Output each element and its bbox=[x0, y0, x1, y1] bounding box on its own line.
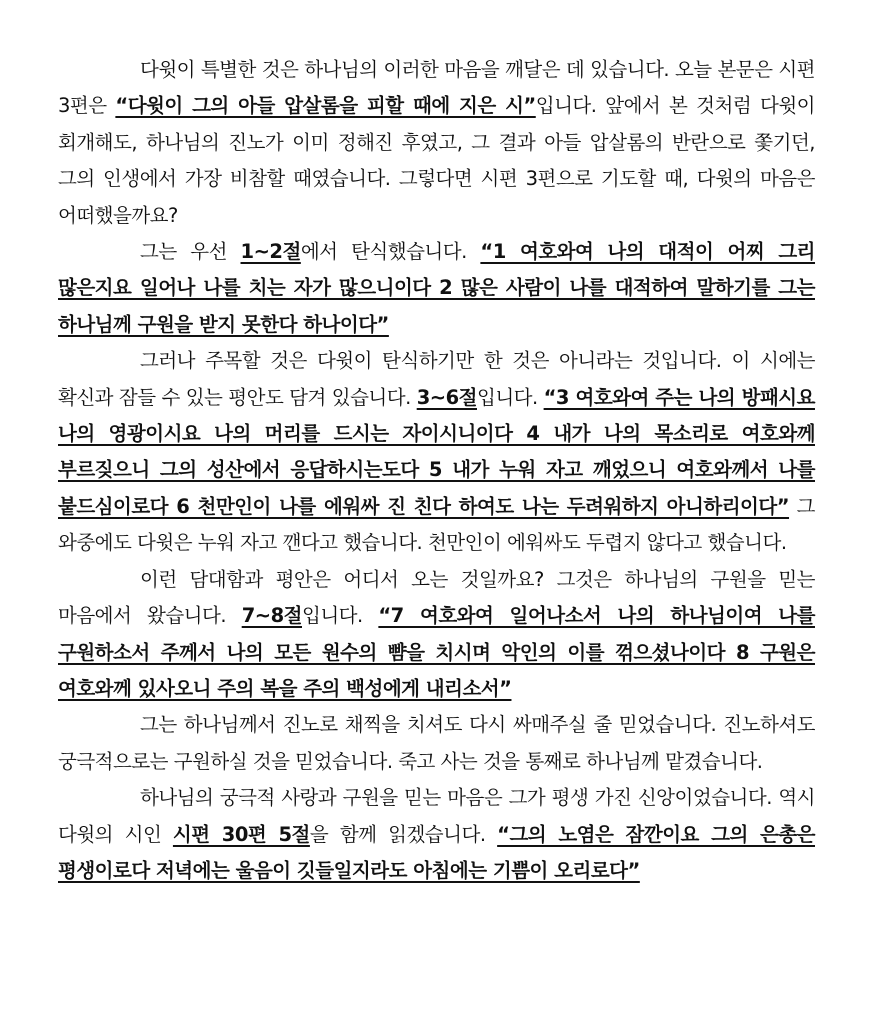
text-segment: 그는 하나님께서 진노로 채찍을 치셔도 다시 싸매주실 줄 믿었습니다. 진노하셔도 궁극적으로는 구원하실 것을 믿었습니다. 죽고 사는 것을 통째로 하나님께 맡겼습니다. bbox=[58, 713, 815, 773]
scripture-quote: “1 여호와여 나의 대적이 어찌 그리 많은지요 일어나 나를 치는 자가 많으니이다 2 많은 사람이 나를 대적하여 말하기를 그는 하나님께 구원을 받지 못한다 하나이다” bbox=[58, 240, 816, 336]
text-segment: 입니다. bbox=[302, 604, 379, 628]
text-segment: 입니다. 앞에서 본 것처럼 다윗이 회개해도, 하나님의 진노가 이미 정해진 후였고, 그 결과 아들 압살롬의 반란으로 쫓기던, 그의 인생에서 가장 비참할 때였습니다. 그렇다면 시편 3편으로 기도할 때, 다윗의 마음은 어떠했을까요? bbox=[58, 94, 815, 227]
scripture-quote: “3 여호와여 주는 나의 방패시요 나의 영광이시요 나의 머리를 드시는 자이시니이다 4 내가 나의 목소리로 여호와께 부르짖으니 그의 성산에서 응답하시는도다 5 내가 누워 자고 깨었으니 여호와께서 나를 붙드심이로다 6 천만인이 나를 에워싸 진 친다 하여도 나는 두려워하지 아니하리이다” bbox=[58, 385, 815, 518]
text-segment: 입니다. bbox=[477, 385, 544, 409]
scripture-quote: “그의 노염은 잠깐이요 그의 은총은 평생이로다 저녁에는 울음이 깃들일지라도 아침에는 기쁨이 오리로다” bbox=[58, 822, 815, 882]
verse-reference: 7~8절 bbox=[241, 604, 302, 628]
verse-reference: 시편 30편 5절 bbox=[172, 822, 310, 846]
paragraph-6 bbox=[58, 780, 815, 889]
paragraph-3 bbox=[58, 343, 815, 561]
verse-reference: 1~2절 bbox=[240, 240, 301, 264]
paragraph-1 bbox=[58, 52, 815, 234]
paragraph-5 bbox=[58, 707, 815, 780]
psalm-title-quote: “다윗이 그의 아들 압살롬을 피할 때에 지은 시” bbox=[115, 94, 536, 118]
paragraph-2 bbox=[58, 234, 815, 343]
verse-reference: 3~6절 bbox=[416, 385, 477, 409]
text-segment: 다윗이 특별한 것은 하나님의 이러한 마음을 깨달은 데 있습니다. 오늘 본문은 시편 3편은 bbox=[58, 58, 815, 118]
text-segment: 이런 담대함과 평안은 어디서 오는 것일까요? 그것은 하나님의 구원을 믿는 마음에서 왔습니다. bbox=[58, 567, 815, 628]
text-segment: 하나님의 궁극적 사랑과 구원을 믿는 마음은 그가 평생 가진 신앙이었습니다. 역시 다윗의 시인 bbox=[58, 786, 815, 846]
text-segment: 그 와중에도 다윗은 누워 자고 깬다고 했습니다. 천만인이 에워싸도 두렵지 않다고 했습니다. bbox=[58, 494, 815, 555]
text-segment: 그러나 주목할 것은 다윗이 탄식하기만 한 것은 아니라는 것입니다. 이 시에는 확신과 잠들 수 있는 평안도 담겨 있습니다. bbox=[58, 349, 815, 409]
text-segment: 을 함께 읽겠습니다. bbox=[309, 822, 498, 846]
scripture-quote: “7 여호와여 일어나소서 나의 하나님이여 나를 구원하소서 주께서 나의 모든 원수의 뺨을 치시며 악인의 이를 꺾으셨나이다 8 구원은 여호와께 있사오니 주의 복을 주의 백성에게 내리소서” bbox=[58, 604, 815, 700]
text-segment: 에서 탄식했습니다. bbox=[300, 240, 481, 264]
paragraph-4 bbox=[58, 562, 815, 708]
text-segment: 그는 우선 bbox=[140, 240, 241, 264]
